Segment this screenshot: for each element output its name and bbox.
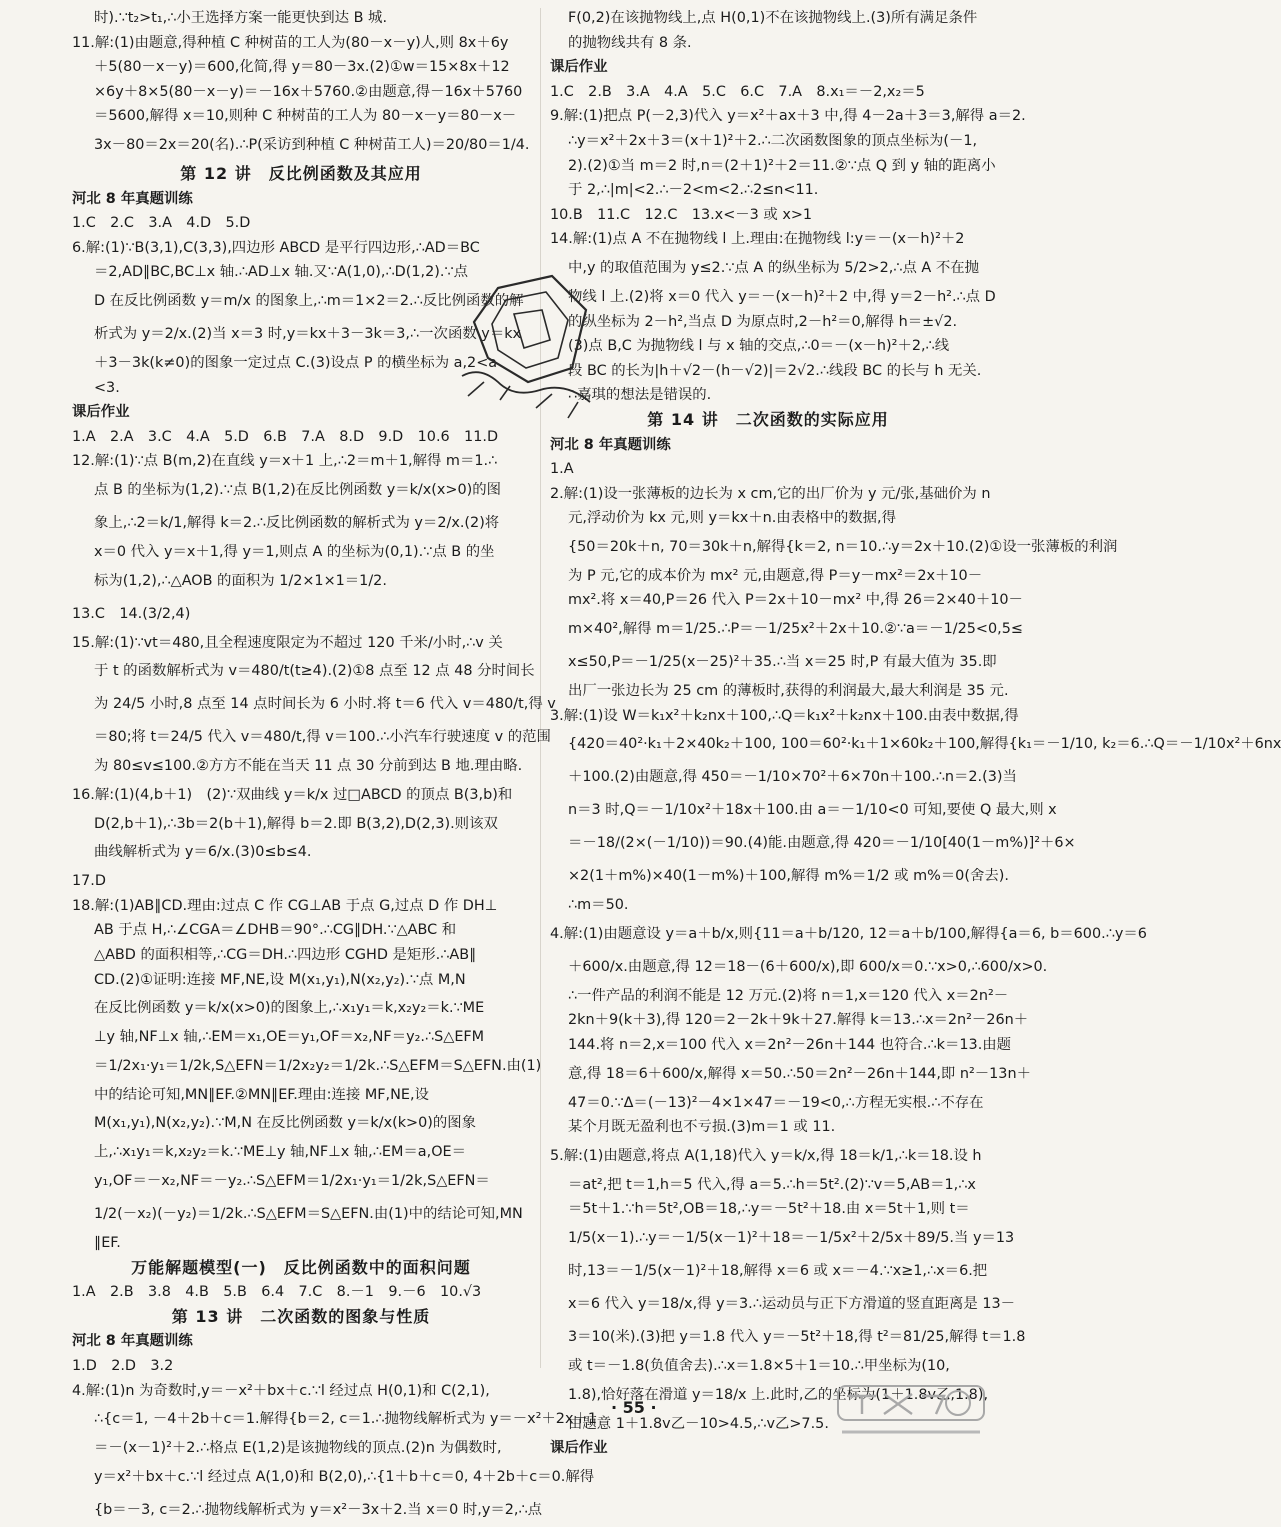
text-line: M(x₁,y₁),N(x₂,y₂).∵M,N 在反比例函数 y＝k/x(k>0)的图象 bbox=[94, 1115, 477, 1132]
text-line: 3＝10(米).(3)把 y＝1.8 代入 y＝－5t²＋18,得 t²＝81/25,解得 t＝1.8 bbox=[568, 1329, 1026, 1345]
text-line: AB 于点 H,∴∠CGA＝∠DHB＝90°.∴CG∥DH.∵△ABC 和 bbox=[94, 922, 457, 939]
text-line: 中的结论可知,MN∥EF.②MN∥EF.理由:连接 MF,NE,设 bbox=[94, 1086, 429, 1103]
text-line: CD.(2)①证明:连接 MF,NE,设 M(x₁,y₁),N(x₂,y₂).∵点 M,N bbox=[94, 971, 466, 988]
text-line: 于 t 的函数解析式为 v＝480/t(t≥4).(2)①8 点至 12 点 48 分时间长 bbox=[94, 663, 535, 680]
text-line: x＝0 代入 y＝x＋1,得 y＝1,则点 A 的坐标为(0,1).∵点 B 的坐 bbox=[94, 543, 495, 560]
text-line: 为 P 元,它的成本价为 mx² 元,由题意,得 P＝y－mx²＝2x＋10－ bbox=[568, 567, 983, 584]
text-line: 18.解:(1)AB∥CD.理由:过点 C 作 CG⊥AB 于点 G,过点 D 作 DH⊥ bbox=[72, 897, 498, 914]
text-line: 析式为 y＝2/x.(2)当 x＝3 时,y＝kx＋3－3k＝3,∴一次函数 y＝kx bbox=[94, 325, 522, 342]
text-line: ⊥y 轴,NF⊥x 轴,∴EM＝x₁,OE＝y₁,OF＝x₂,NF＝y₂.∴S△EFM bbox=[94, 1029, 485, 1046]
text-line: D 在反比例函数 y＝m/x 的图象上,∴m＝1×2＝2.∴反比例函数的解 bbox=[94, 292, 524, 309]
text-line: (3)点 B,C 为抛物线 l 与 x 轴的交点,∴0＝－(x－h)²＋2,∴线 bbox=[568, 338, 950, 355]
text-line: 6.解:(1)∵B(3,1),C(3,3),四边形 ABCD 是平行四边形,∴AD＝BC bbox=[72, 239, 480, 256]
text-line: 的纵坐标为 2－h²,当点 D 为原点时,2－h²＝0,解得 h＝±√2. bbox=[568, 313, 958, 330]
subsection-label: 课后作业 bbox=[72, 404, 130, 421]
text-line: 为 80≤v≤100.②方方不能在当天 11 点 30 分前到达 B 地.理由略. bbox=[94, 758, 523, 775]
text-line: ＝1/2x₁·y₁＝1/2k,S△EFN＝1/2x₂y₂＝1/2k.∴S△EFM＝S△EFN.由(1) bbox=[94, 1057, 542, 1074]
text-line: y＝x²＋bx＋c.∵l 经过点 A(1,0)和 B(2,0),∴{1＋b＋c＝0, 4＋2b＋c＝0.解得 bbox=[94, 1468, 595, 1485]
text-line: y₁,OF＝－x₂,NF＝－y₂.∴S△EFM＝1/2x₁·y₁＝1/2k,S△EFN＝ bbox=[94, 1173, 490, 1190]
text-line: 1.A 2.B 3.8 4.B 5.B 6.4 7.C 8.－1 9.－6 10.√3 bbox=[72, 1284, 482, 1301]
text-line: 时,13＝－1/5(x－1)²＋18,解得 x＝6 或 x＝－4.∵x≥1,∴x＝6.把 bbox=[568, 1263, 988, 1279]
text-line: mx².将 x＝40,P＝26 代入 P＝2x＋10－mx² 中,得 26＝2×40＋10－ bbox=[568, 592, 1023, 609]
text-line: 曲线解析式为 y＝6/x.(3)0≤b≤4. bbox=[94, 844, 312, 861]
text-line: △ABD 的面积相等,∴CG＝DH.∴四边形 CGHD 是矩形.∴AB∥ bbox=[94, 947, 477, 964]
text-line: 中,y 的取值范围为 y≤2.∵点 A 的纵坐标为 5/2>2,∴点 A 不在抛 bbox=[568, 259, 980, 276]
text-line: ＝－18/(2×(－1/10))＝90.(4)能.由题意,得 420＝－1/10[40(1－m%)]²＋6× bbox=[568, 835, 1076, 852]
text-line: 元,浮动价为 kx 元,则 y＝kx＋n.由表格中的数据,得 bbox=[568, 510, 896, 527]
text-line: 1.C 2.B 3.A 4.A 5.C 6.C 7.A 8.x₁＝－2,x₂＝5 bbox=[550, 83, 925, 100]
text-line: ∥EF. bbox=[94, 1235, 121, 1252]
text-line: 16.解:(1)(4,b＋1) (2)∵双曲线 y＝k/x 过□ABCD 的顶点 B(3,b)和 bbox=[72, 786, 513, 803]
text-line: D(2,b＋1),∴3b＝2(b＋1),解得 b＝2.即 B(3,2),D(2,3).则该双 bbox=[94, 815, 498, 832]
text-line: ＋600/x.由题意,得 12＝18－(6＋600/x),即 600/x＝0.∵x>0,∴600/x>0. bbox=[568, 958, 1048, 975]
text-line: 1.D 2.D 3.2 bbox=[72, 1358, 174, 1374]
text-line: 为 24/5 小时,8 点至 14 点时间长为 6 小时.将 t＝6 代入 v＝480/t,得 v bbox=[94, 696, 556, 713]
text-line: 3.解:(1)设 W＝k₁x²＋k₂nx＋100,∴Q＝k₁x²＋k₂nx＋100.由表中数据,得 bbox=[550, 707, 1019, 724]
text-line: ∴m＝50. bbox=[568, 897, 629, 914]
subsection-label: 河北 8 年真题训练 bbox=[72, 190, 193, 207]
text-line: 的抛物线共有 8 条. bbox=[568, 34, 692, 51]
text-line: 13.C 14.(3/2,4) bbox=[72, 605, 191, 622]
subsection-label: 河北 8 年真题训练 bbox=[550, 436, 671, 453]
text-line: 1.A bbox=[550, 461, 574, 478]
text-line: <3. bbox=[94, 379, 120, 396]
section-heading: 第 14 讲 二次函数的实际应用 bbox=[647, 409, 889, 429]
right-column bbox=[550, 6, 1281, 1461]
text-line: ∴一件产品的利润不能是 12 万元.(2)将 n＝1,x＝120 代入 x＝2n²－ bbox=[568, 987, 1009, 1004]
text-line: 由题意 1＋1.8v乙－10>4.5,∴v乙>7.5. bbox=[568, 1415, 829, 1432]
text-line: ＝5t＋1.∵h＝5t²,OB＝18,∴y＝－5t²＋18.由 x＝5t＋1,则 t＝ bbox=[568, 1201, 970, 1218]
text-line: 3x－80＝2x＝20(名).∴P(采访到种植 C 种树苗工人)＝20/80＝1/4. bbox=[94, 136, 530, 153]
text-line: ＋5(80－x－y)＝600,化简,得 y＝80－3x.(2)①w＝15×8x＋12 bbox=[94, 59, 510, 76]
text-line: 14.解:(1)点 A 不在抛物线 l 上.理由:在抛物线 l:y＝－(x－h)²＋2 bbox=[550, 231, 965, 248]
text-line: 1.A 2.A 3.C 4.A 5.D 6.B 7.A 8.D 9.D 10.6 11.D bbox=[72, 428, 499, 445]
text-line: x＝6 代入 y＝18/x,得 y＝3.∴运动员与正下方滑道的竖直距离是 13－ bbox=[568, 1296, 1016, 1312]
text-line: 标为(1,2),∴△AOB 的面积为 1/2×1×1＝1/2. bbox=[94, 572, 387, 589]
text-line: 2.解:(1)设一张薄板的边长为 x cm,它的出厂价为 y 元/张,基础价为 n bbox=[550, 485, 991, 502]
text-line: ＝－(x－1)²＋2.∴格点 E(1,2)是该抛物线的顶点.(2)n 为偶数时, bbox=[94, 1440, 502, 1457]
text-line: ×6y＋8×5(80－x－y)＝－16x＋5760.②由题意,得－16x＋5760 bbox=[94, 83, 523, 100]
text-line: 某个月既无盈利也不亏损.(3)m＝1 或 11. bbox=[568, 1119, 836, 1136]
text-line: 上,∴x₁y₁＝k,x₂y₂＝k.∵ME⊥y 轴,NF⊥x 轴,∴EM＝a,OE＝ bbox=[94, 1144, 467, 1161]
text-line: ×2(1＋m%)×40(1－m%)＋100,解得 m%＝1/2 或 m%＝0(舍去). bbox=[568, 868, 1009, 885]
text-line: 段 BC 的长为|h＋√2－(h－√2)|＝2√2.∴线段 BC 的长与 h 无关. bbox=[568, 362, 982, 379]
section-heading: 万能解题模型(一) 反比例函数中的面积问题 bbox=[131, 1257, 471, 1277]
text-line: 出厂一张边长为 25 cm 的薄板时,获得的利润最大,最大利润是 35 元. bbox=[568, 683, 1009, 700]
text-line: 或 t＝－1.8(负值舍去).∴x＝1.8×5＋1＝10.∴甲坐标为(10, bbox=[568, 1358, 950, 1374]
text-line: n＝3 时,Q＝－1/10x²＋18x＋100.由 a＝－1/10<0 可知,要使 Q 最大,则 x bbox=[568, 802, 1057, 819]
subsection-label: 课后作业 bbox=[550, 59, 608, 76]
text-line: ∴{c＝1, －4＋2b＋c＝1.解得{b＝2, c＝1.∴抛物线解析式为 y＝－x²＋2x＋1 bbox=[94, 1411, 598, 1428]
text-line: {50＝20k＋n, 70＝30k＋n,解得{k＝2, n＝10.∴y＝2x＋10.(2)①设一张薄板的利润 bbox=[568, 538, 1118, 555]
text-line: 10.B 11.C 12.C 13.x<－3 或 x>1 bbox=[550, 206, 813, 223]
text-line: m×40²,解得 m＝1/25.∴P＝－1/25x²＋2x＋10.②∵a＝－1/25<0,5≤ bbox=[568, 621, 1023, 638]
text-line: 物线 l 上.(2)将 x＝0 代入 y＝－(x－h)²＋2 中,得 y＝2－h².∴点 D bbox=[568, 288, 996, 305]
text-line: ＋100.(2)由题意,得 450＝－1/10×70²＋6×70n＋100.∴n＝2.(3)当 bbox=[568, 769, 1017, 786]
text-line: 2kn＋9(k＋3),得 120＝2－2k＋9k＋27.解得 k＝13.∴x＝2n²－26n＋ bbox=[568, 1012, 1029, 1029]
text-line: 144.将 n＝2,x＝100 代入 x＝2n²－26n＋144 也符合.∴k＝13.由题 bbox=[568, 1037, 1012, 1054]
text-line: 1/5(x－1).∴y＝－1/5(x－1)²＋18＝－1/5x²＋2/5x＋89/5.当 y＝13 bbox=[568, 1230, 1015, 1246]
text-line: 15.解:(1)∵vt＝480,且全程速度限定为不超过 120 千米/小时,∴v 关 bbox=[72, 634, 503, 651]
subsection-label: 课后作业 bbox=[550, 1440, 608, 1457]
text-line: 11.解:(1)由题意,得种植 C 种树苗的工人为(80－x－y)人,则 8x＋6y bbox=[72, 34, 509, 51]
text-line: 12.解:(1)∵点 B(m,2)在直线 y＝x＋1 上,∴2＝m＋1,解得 m＝1.∴ bbox=[72, 453, 498, 470]
text-line: ∴y＝x²＋2x＋3＝(x＋1)²＋2.∴二次函数图象的顶点坐标为(－1, bbox=[568, 132, 978, 149]
text-line: ＝2,AD∥BC,BC⊥x 轴.∴AD⊥x 轴.又∵A(1,0),∴D(1,2).∵点 bbox=[94, 264, 468, 281]
text-line: 4.解:(1)n 为奇数时,y＝－x²＋bx＋c.∵l 经过点 H(0,1)和 C(2,1), bbox=[72, 1382, 490, 1399]
text-line: ＋3－3k(k≠0)的图象一定过点 C.(3)设点 P 的横坐标为 a,2<a bbox=[94, 354, 498, 371]
text-line: ＝80;将 t＝24/5 代入 v＝480/t,得 v＝100.∴小汽车行驶速度 v 的范围 bbox=[94, 729, 551, 746]
handwritten-stamp-logo bbox=[440, 270, 620, 430]
text-line: 在反比例函数 y＝k/x(x>0)的图象上,∴x₁y₁＝k,x₂y₂＝k.∵ME bbox=[94, 1000, 485, 1017]
text-line: ＝at²,把 t＝1,h＝5 代入,得 a＝5.∴h＝5t².(2)∵v＝5,AB＝1,∴x bbox=[568, 1176, 976, 1193]
text-line: 于 2,∴|m|<2.∴－2<m<2.∴2≤n<11. bbox=[568, 182, 819, 199]
text-line: x≤50,P＝－1/25(x－25)²＋35.∴当 x＝25 时,P 有最大值为 35.即 bbox=[568, 654, 997, 671]
section-heading: 第 12 讲 反比例函数及其应用 bbox=[180, 163, 422, 183]
section-heading: 第 13 讲 二次函数的图象与性质 bbox=[171, 1306, 431, 1326]
text-line: 47＝0.∵Δ＝(－13)²－4×1×47＝－19<0,∴方程无实根.∴不存在 bbox=[568, 1094, 984, 1111]
text-line: 意,得 18＝6＋600/x,解得 x＝50.∴50＝2n²－26n＋144,即 n²－13n＋ bbox=[568, 1065, 1031, 1082]
subsection-label: 河北 8 年真题训练 bbox=[72, 1333, 193, 1350]
text-line: 时).∵t₂>t₁,∴小王选择方案一能更快到达 B 城. bbox=[94, 10, 388, 26]
watermark-logo bbox=[836, 1384, 986, 1440]
text-line: 9.解:(1)把点 P(－2,3)代入 y＝x²＋ax＋3 中,得 4－2a＋3＝3,解得 a＝2. bbox=[550, 108, 1026, 125]
text-line: 5.解:(1)由题意,将点 A(1,18)代入 y＝k/x,得 18＝k/1,∴k＝18.设 h bbox=[550, 1147, 982, 1164]
text-line: 17.D bbox=[72, 873, 106, 890]
text-line: {b＝－3, c＝2.∴抛物线解析式为 y＝x²－3x＋2.当 x＝0 时,y＝2,∴点 bbox=[94, 1501, 543, 1518]
text-line: 1.8),恰好落在滑道 y＝18/x 上.此时,乙的坐标为(1＋1.8v乙,1.8), bbox=[568, 1386, 989, 1403]
text-line: 象上,∴2＝k/1,解得 k＝2.∴反比例函数的解析式为 y＝2/x.(2)将 bbox=[94, 514, 500, 531]
text-line: 2).(2)①当 m＝2 时,n＝(2＋1)²＋2＝11.②∵点 Q 到 y 轴的距离小 bbox=[568, 157, 996, 174]
page-number: · 55 · bbox=[611, 1398, 657, 1417]
text-line: 4.解:(1)由题意设 y＝a＋b/x,则{11＝a＋b/120, 12＝a＋b/100,解得{a＝6, b＝600.∴y＝6 bbox=[550, 925, 1147, 942]
text-line: ∴嘉琪的想法是错误的. bbox=[568, 387, 712, 404]
text-line: 1/2(－x₂)(－y₂)＝1/2k.∴S△EFM＝S△EFN.由(1)中的结论可知,MN bbox=[94, 1206, 523, 1223]
text-line: 1.C 2.C 3.A 4.D 5.D bbox=[72, 215, 251, 232]
text-line: F(0,2)在该抛物线上,点 H(0,1)不在该抛物线上.(3)所有满足条件 bbox=[568, 10, 978, 26]
text-line: 点 B 的坐标为(1,2).∵点 B(1,2)在反比例函数 y＝k/x(x>0)的图 bbox=[94, 481, 502, 498]
text-line: ＝5600,解得 x＝10,则种 C 种树苗的工人为 80－x－y＝80－x－ bbox=[94, 108, 517, 125]
text-line: {420＝40²·k₁＋2×40k₂＋100, 100＝60²·k₁＋1×60k₂＋100,解得{k₁＝－1/10, k₂＝6.∴Q＝－1/10x²＋6nx bbox=[568, 736, 1281, 753]
left-column bbox=[72, 6, 598, 1527]
